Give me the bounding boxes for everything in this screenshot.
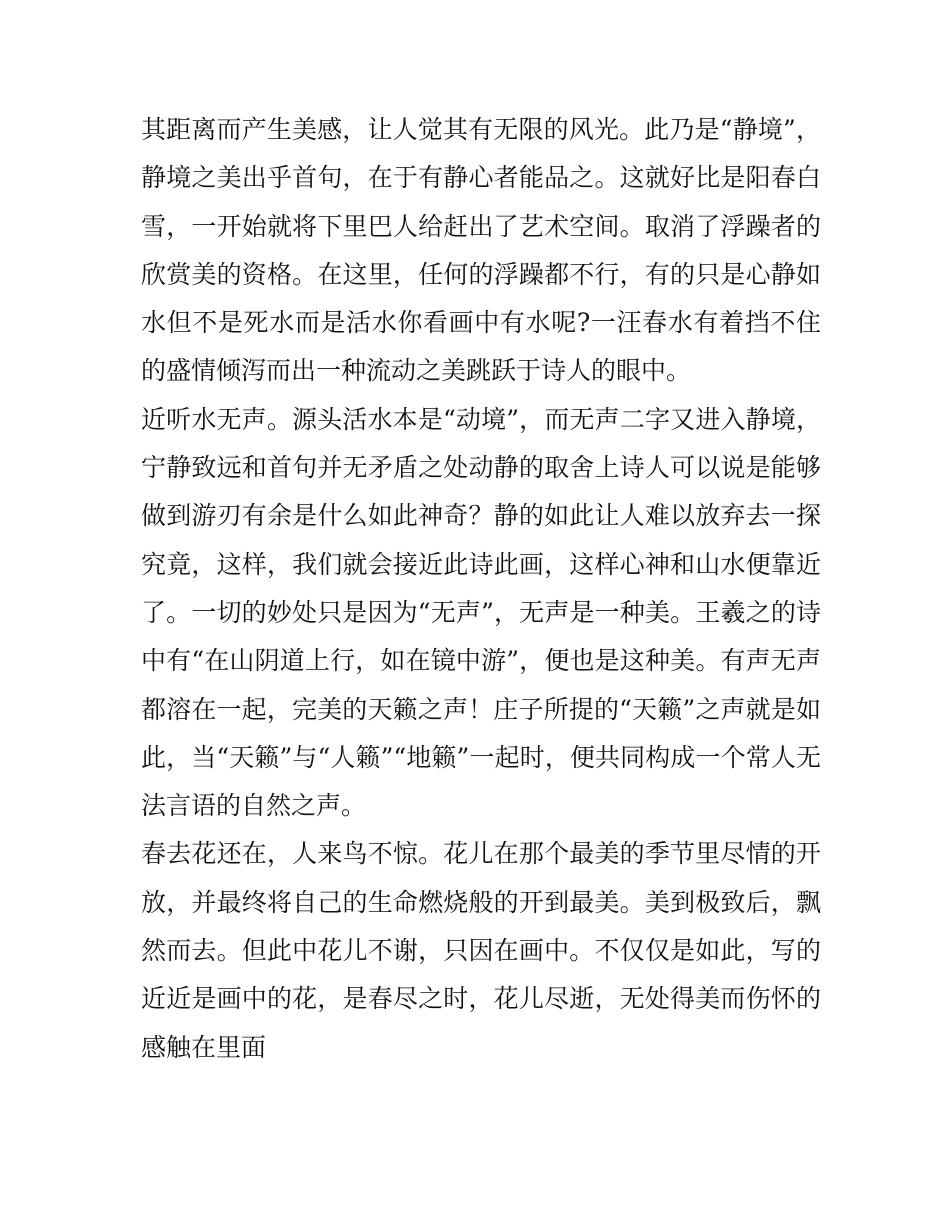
text-line: 放，并最终将自己的生命燃烧般的开到最美。美到极致后，飘 bbox=[141, 887, 821, 917]
text-line: 然而去。但此中花儿不谢，只因在画中。不仅仅是如此，写的 bbox=[141, 936, 821, 966]
text-line: 的盛情倾泻而出一种流动之美跳跃于诗人的眼中。 bbox=[141, 356, 692, 386]
text-line: 水但不是死水而是活水你看画中有水呢?一汪春水有着挡不住 bbox=[141, 308, 821, 338]
text-line: 都溶在一起，完美的天籁之声！庄子所提的“天籁”之声就是如 bbox=[141, 694, 821, 724]
text-line: 近近是画中的花，是春尽之时，花儿尽逝，无处得美而伤怀的 bbox=[141, 984, 821, 1014]
text-line: 此，当“天籁”与“人籁”“地籁”一起时，便共同构成一个常人无 bbox=[141, 742, 821, 772]
text-line: 静境之美出乎首句，在于有静心者能品之。这就好比是阳春白 bbox=[141, 163, 821, 193]
text-line: 感触在里面 bbox=[141, 1032, 267, 1062]
text-line: 宁静致远和首句并无矛盾之处动静的取舍上诗人可以说是能够 bbox=[141, 453, 821, 483]
paragraph-2 bbox=[141, 396, 821, 831]
text-line: 其距离而产生美感，让人觉其有无限的风光。此乃是“静境”， bbox=[141, 115, 821, 144]
paragraph-3 bbox=[141, 830, 821, 1071]
text-line: 做到游刃有余是什么如此神奇？静的如此让人难以放弃去一探 bbox=[141, 501, 821, 531]
document-body bbox=[141, 106, 821, 1072]
text-line: 近听水无声。源头活水本是“动境”，而无声二字又进入静境， bbox=[141, 404, 821, 434]
text-line: 中有“在山阴道上行，如在镜中游”，便也是这种美。有声无声 bbox=[141, 646, 821, 676]
text-line: 春去花还在，人来鸟不惊。花儿在那个最美的季节里尽情的开 bbox=[141, 839, 821, 869]
text-line: 法言语的自然之声。 bbox=[141, 791, 367, 821]
paragraph-1 bbox=[141, 106, 821, 396]
text-line: 了。一切的妙处只是因为“无声”，无声是一种美。王羲之的诗 bbox=[141, 597, 821, 627]
text-line: 雪，一开始就将下里巴人给赶出了艺术空间。取消了浮躁者的 bbox=[141, 211, 821, 241]
text-line: 究竟，这样，我们就会接近此诗此画，这样心神和山水便靠近 bbox=[141, 549, 821, 579]
text-line: 欣赏美的资格。在这里，任何的浮躁都不行，有的只是心静如 bbox=[141, 259, 821, 289]
